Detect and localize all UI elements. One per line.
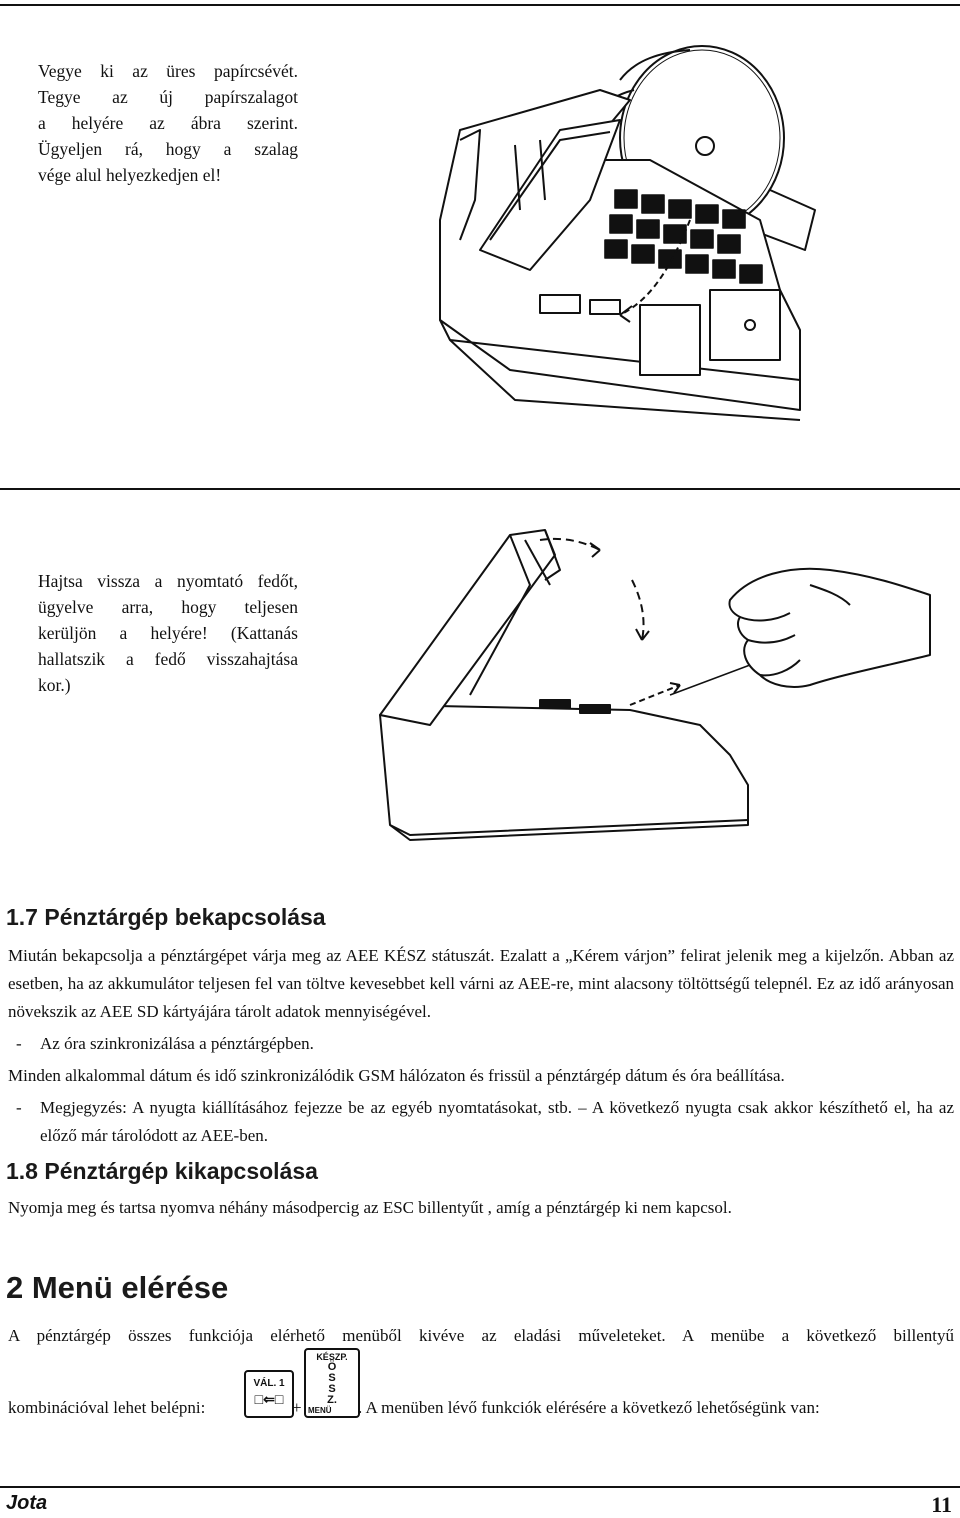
combo-suffix: . A menüben lévő funkciók elérésére a következő lehetőségünk van: <box>358 1398 820 1417</box>
close-cover-illustration <box>370 525 940 845</box>
page-number: 11 <box>931 1492 952 1517</box>
menu-key-icon: KÉSZP. Ö S S Z. MENÜ <box>304 1348 360 1418</box>
combo-plus: + <box>292 1398 302 1417</box>
section-2-paragraph: A pénztárgép összes funkciója elérhető menüből kivéve az eladási műveleteket. A menübe a következő billentyű <box>8 1326 954 1345</box>
section-1-7-title: 1.7 Pénztárgép bekapcsolása <box>6 904 326 930</box>
middle-rule <box>0 488 960 490</box>
val1-key-icon: VÁL. 1 □⇐□ <box>244 1370 294 1418</box>
sync-paragraph: Minden alkalommal dátum és idő szinkronizálódik GSM hálózaton és frissül a pénztárgép dátum és óra beállítása. <box>8 1066 785 1085</box>
section-1-7-paragraph: Miután bekapcsolja a pénztárgépet várja meg az AEE KÉSZ státuszát. Ezalatt a „Kérem várjon” felirat jelenik meg a kijelzőn. Abban az esetben, ha az akkumulátor teljesen fel van töltve kevesebbet kell várni az AEE-re, mint alacsony töltöttségű telepnél. Ez az idő arányosan növekszik az AEE SD kártyájára tárolt adatok mennyiségével. <box>8 946 954 1021</box>
note-bullet: - Megjegyzés: A nyugta kiállításához fejezze be az egyéb nyomtatásokat, stb. – A következő nyugta csak akkor készíthető el, ha az előző már tárolódott az AEE-ben. <box>16 1098 954 1145</box>
section-2-title: 2 Menü elérése <box>6 1270 229 1305</box>
footer-rule <box>0 1486 960 1488</box>
section-1-8-paragraph: Nyomja meg és tartsa nyomva néhány másodpercig az ESC billentyűt , amíg a pénztárgép ki nem kapcsol. <box>8 1198 732 1217</box>
key-combination <box>8 1346 954 1430</box>
section-1-8-title: 1.8 Pénztárgép kikapcsolása <box>6 1158 318 1184</box>
sync-bullet: - Az óra szinkronizálása a pénztárgépben. <box>16 1034 314 1053</box>
step-2-instruction: Vegye ki az üres papírcsévét. Tegye az új papírszalagot a helyére az ábra szerint. Ügyeljen rá, hogy a szalag vége alul helyezkedjen el! <box>38 61 298 185</box>
combo-prefix: kombinációval lehet belépni: <box>8 1398 206 1417</box>
paper-roll-illustration <box>420 40 820 430</box>
step-3-instruction: Hajtsa vissza a nyomtató fedőt, ügyelve arra, hogy teljesen kerüljön a helyére! (Kattanás hallatszik a fedő visszahajtása kor.) <box>38 571 298 695</box>
footer-brand: Jota <box>6 1492 48 1514</box>
top-rule <box>0 4 960 6</box>
